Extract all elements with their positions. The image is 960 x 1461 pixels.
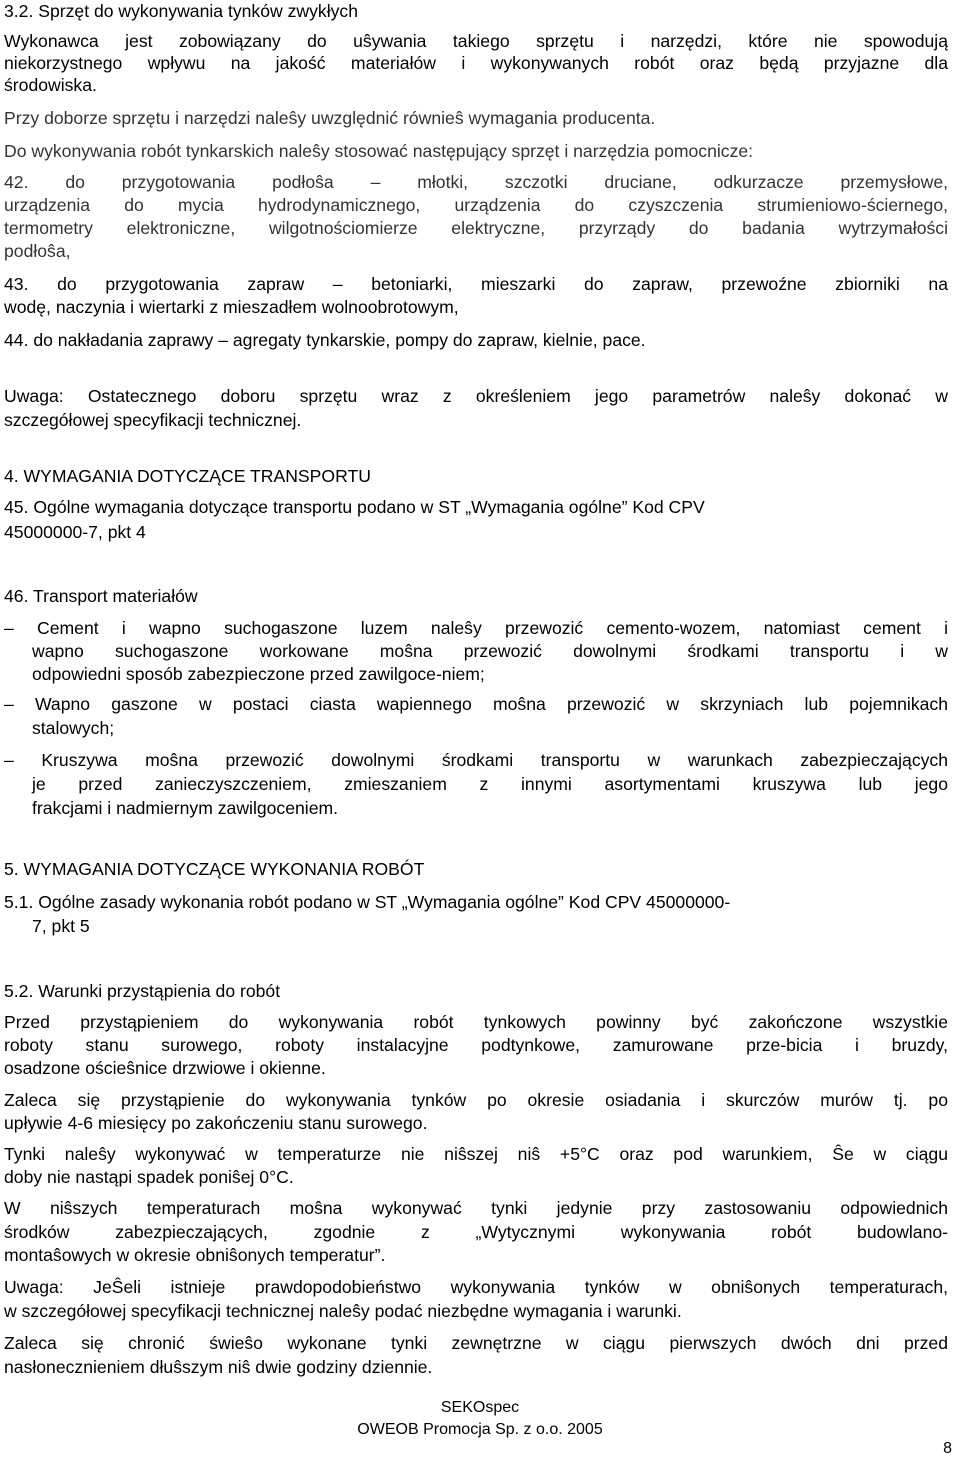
- bullet-item: – Cement i wapno suchogaszone luzem naleŝy przewozić cemento-wozem, natomiast cement i: [4, 618, 948, 638]
- bullet-item-cont: je przed zanieczyszczeniem, zmieszaniem z innymi asortymentami kruszywa lub jego: [32, 774, 948, 794]
- paragraph-line: Tynki naleŝy wykonywać w temperaturze nie niŝszej niŝ +5°C oraz pod warunkiem, Ŝe w ciągu: [4, 1144, 948, 1164]
- footer-line: SEKOspec: [440, 1399, 520, 1416]
- paragraph-line: roboty stanu surowego, roboty instalacyjne podtynkowe, zamurowane prze-bicia i bruzdy,: [4, 1035, 948, 1055]
- paragraph-line: środków zabezpieczających, zgodnie z „Wytycznymi wykonywania robót budowlano-: [4, 1222, 948, 1242]
- paragraph-line: Zaleca się przystąpienie do wykonywania tynków po okresie osiadania i skurczów murów tj. po: [4, 1090, 948, 1110]
- note-line: szczegółowej specyfikacji technicznej.: [4, 410, 302, 430]
- paragraph-line: Przed przystąpieniem do wykonywania robót tynkowych powinny być zakończone wszystkie: [4, 1012, 948, 1032]
- paragraph-line: Do wykonywania robót tynkarskich naleŝy stosować następujący sprzęt i narzędzia pomocnicze:: [4, 141, 754, 161]
- subsection-heading-5-2: 5.2. Warunki przystąpienia do robót: [4, 981, 281, 1001]
- list-item-43-cont: wodę, naczynia i wiertarki z mieszadłem wolnoobrotowym,: [4, 297, 459, 317]
- paragraph-line: montaŝowych w okresie obniŝonych temperatur”.: [4, 1245, 386, 1265]
- bullet-item-cont: wapno suchogaszone workowane moŝna przewozić dowolnymi środkami transportu i w: [32, 641, 948, 661]
- section-heading-3-2: 3.2. Sprzęt do wykonywania tynków zwykłych: [4, 1, 358, 21]
- paragraph-line: Uwaga: JeŜeli istnieje prawdopodobieństwo wykonywania tynków w obniŝonych temperaturach,: [4, 1277, 948, 1297]
- list-item-43: 43. do przygotowania zapraw – betoniarki, mieszarki do zapraw, przewoźne zbiorniki na: [4, 274, 948, 294]
- bullet-item: – Kruszywa moŝna przewozić dowolnymi środkami transportu w warunkach zabezpieczających: [4, 750, 948, 770]
- paragraph-line: środowiska.: [4, 75, 97, 95]
- paragraph-line: osadzone ościeŝnice drzwiowe i okienne.: [4, 1058, 326, 1078]
- subsection-5-1-cont: 7, pkt 5: [32, 916, 90, 936]
- list-item-42-cont: podłoŝa,: [4, 241, 71, 261]
- paragraph-line: niekorzystnego wpływu na jakość materiałów i wykonywanych robót oraz będą przyjazne dla: [4, 53, 948, 73]
- list-item-42-cont: urządzenia do mycia hydrodynamicznego, urządzenia do czyszczenia strumieniowo-ściernego,: [4, 195, 948, 215]
- note-line: Uwaga: Ostatecznego doboru sprzętu wraz z określeniem jego parametrów naleŝy dokonać w: [4, 386, 948, 406]
- section-heading-5: 5. WYMAGANIA DOTYCZĄCE WYKONANIA ROBÓT: [4, 859, 425, 879]
- list-item-42-cont: termometry elektroniczne, wilgotnościomierze elektryczne, przyrządy do badania wytrzymałości: [4, 218, 948, 238]
- list-item-46: 46. Transport materiałów: [4, 586, 198, 606]
- paragraph-line: nasłonecznieniem dłuŝszym niŝ dwie godziny dziennie.: [4, 1357, 433, 1377]
- list-item-45-cont: 45000000-7, pkt 4: [4, 522, 146, 542]
- paragraph-line: W niŝszych temperaturach moŝna wykonywać tynki jedynie przy zastosowaniu odpowiednich: [4, 1198, 948, 1218]
- paragraph-line: Przy doborze sprzętu i narzędzi naleŝy uwzględnić równieŝ wymagania producenta.: [4, 108, 656, 128]
- page-number: 8: [943, 1440, 952, 1457]
- paragraph-line: w szczegółowej specyfikacji technicznej naleŝy podać niezbędne wymagania i warunki.: [4, 1301, 682, 1321]
- paragraph-line: doby nie nastąpi spadek poniŝej 0°C.: [4, 1167, 294, 1187]
- bullet-item-cont: odpowiedni sposób zabezpieczone przed zawilgoce-niem;: [32, 664, 485, 684]
- list-item-42: 42. do przygotowania podłoŝa – młotki, szczotki druciane, odkurzacze przemysłowe,: [4, 172, 948, 192]
- paragraph-line: Zaleca się chronić świeŝo wykonane tynki zewnętrzne w ciągu pierwszych dwóch dni przed: [4, 1333, 948, 1353]
- bullet-item-cont: frakcjami i nadmiernym zawilgoceniem.: [32, 798, 339, 818]
- subsection-5-1: 5.1. Ogólne zasady wykonania robót podano w ST „Wymagania ogólne” Kod CPV 45000000-: [4, 892, 731, 912]
- list-item-45: 45. Ogólne wymagania dotyczące transportu podano w ST „Wymagania ogólne” Kod CPV: [4, 497, 705, 517]
- list-item-44: 44. do nakładania zaprawy – agregaty tynkarskie, pompy do zapraw, kielnie, pace.: [4, 330, 646, 350]
- paragraph-line: Wykonawca jest zobowiązany do uŝywania takiego sprzętu i narzędzi, które nie spowodują: [4, 31, 948, 51]
- footer-line: OWEOB Promocja Sp. z o.o. 2005: [357, 1421, 603, 1438]
- section-heading-4: 4. WYMAGANIA DOTYCZĄCE TRANSPORTU: [4, 466, 371, 486]
- paragraph-line: upływie 4-6 miesięcy po zakończeniu stanu surowego.: [4, 1113, 428, 1133]
- bullet-item-cont: stalowych;: [32, 718, 115, 738]
- bullet-item: – Wapno gaszone w postaci ciasta wapiennego moŝna przewozić w skrzyniach lub pojemnikach: [4, 694, 948, 714]
